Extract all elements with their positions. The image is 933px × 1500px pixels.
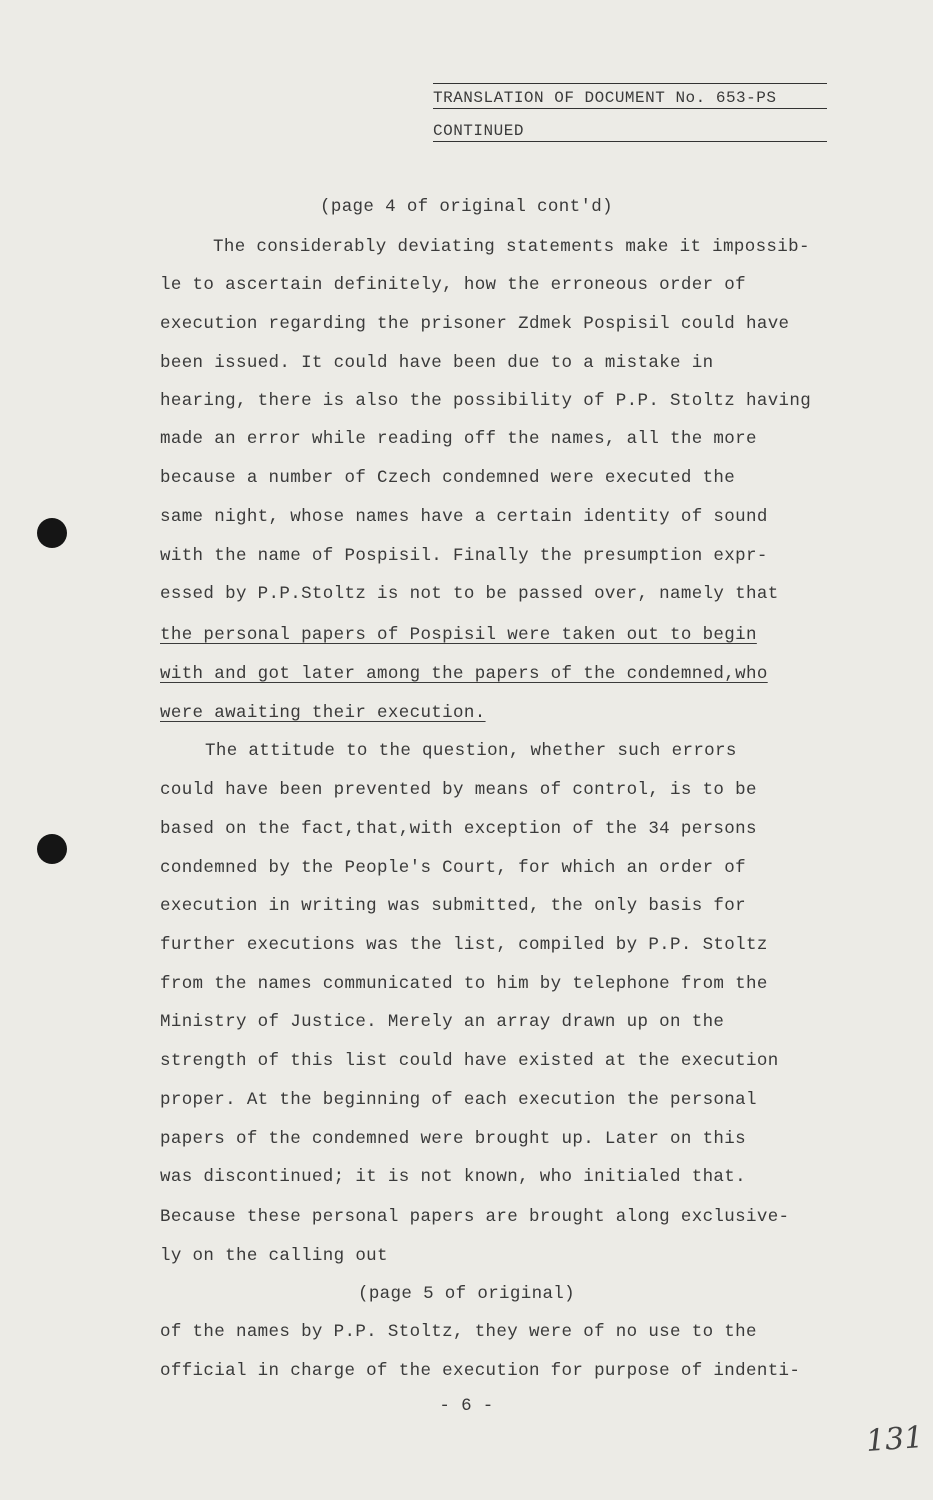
page-reference: (page 5 of original)	[357, 1284, 576, 1304]
paragraph-line: proper. At the beginning of each execution the personal	[160, 1090, 757, 1110]
document-title: TRANSLATION OF DOCUMENT No. 653-PS	[433, 88, 827, 109]
paragraph-line: Because these personal papers are brought along exclusive-	[160, 1207, 790, 1227]
paragraph-line: from the names communicated to him by telephone from the	[160, 974, 768, 994]
paragraph-line: The considerably deviating statements make it impossib-	[213, 237, 810, 257]
underlined-line: were awaiting their execution.	[160, 703, 486, 723]
paragraph-line: could have been prevented by means of control, is to be	[160, 780, 757, 800]
paragraph-line: execution in writing was submitted, the only basis for	[160, 896, 746, 916]
paragraph-line: same night, whose names have a certain identity of sound	[160, 507, 768, 527]
document-subtitle: CONTINUED	[433, 121, 827, 142]
header-top-rule	[433, 83, 827, 84]
paragraph-line: was discontinued; it is not known, who initialed that.	[160, 1167, 746, 1187]
paragraph-line: of the names by P.P. Stoltz, they were of no use to the	[160, 1322, 757, 1342]
paragraph-line: based on the fact,that,with exception of the 34 persons	[160, 819, 757, 839]
paragraph-line: hearing, there is also the possibility of P.P. Stoltz having	[160, 391, 812, 411]
paragraph-line: strength of this list could have existed at the execution	[160, 1051, 779, 1071]
paragraph-line: made an error while reading off the names, all the more	[160, 429, 757, 449]
paragraph-line: official in charge of the execution for purpose of indenti-	[160, 1361, 801, 1381]
page-reference: (page 4 of original cont'd)	[320, 197, 613, 217]
paragraph-line: papers of the condemned were brought up. Later on this	[160, 1129, 746, 1149]
paragraph-line: The attitude to the question, whether such errors	[205, 741, 737, 761]
paragraph-line: been issued. It could have been due to a mistake in	[160, 353, 714, 373]
paragraph-line: with the name of Pospisil. Finally the presumption expr-	[160, 546, 768, 566]
paragraph-line: execution regarding the prisoner Zdmek Pospisil could have	[160, 314, 790, 334]
handwritten-folio-number: 131	[864, 1420, 925, 1459]
paragraph-line: because a number of Czech condemned were executed the	[160, 468, 736, 488]
paragraph-line: ly on the calling out	[160, 1246, 388, 1266]
paragraph-line: Ministry of Justice. Merely an array drawn up on the	[160, 1012, 725, 1032]
punch-hole-top	[37, 518, 67, 548]
underlined-line: with and got later among the papers of the condemned,who	[160, 664, 768, 684]
paragraph-line: essed by P.P.Stoltz is not to be passed over, namely that	[160, 584, 779, 604]
paragraph-line: further executions was the list, compiled by P.P. Stoltz	[160, 935, 768, 955]
page-number: - 6 -	[439, 1396, 494, 1416]
paragraph-line: condemned by the People's Court, for which an order of	[160, 858, 746, 878]
paragraph-line: le to ascertain definitely, how the erroneous order of	[160, 275, 746, 295]
underlined-line: the personal papers of Pospisil were taken out to begin	[160, 625, 757, 645]
punch-hole-bottom	[37, 834, 67, 864]
